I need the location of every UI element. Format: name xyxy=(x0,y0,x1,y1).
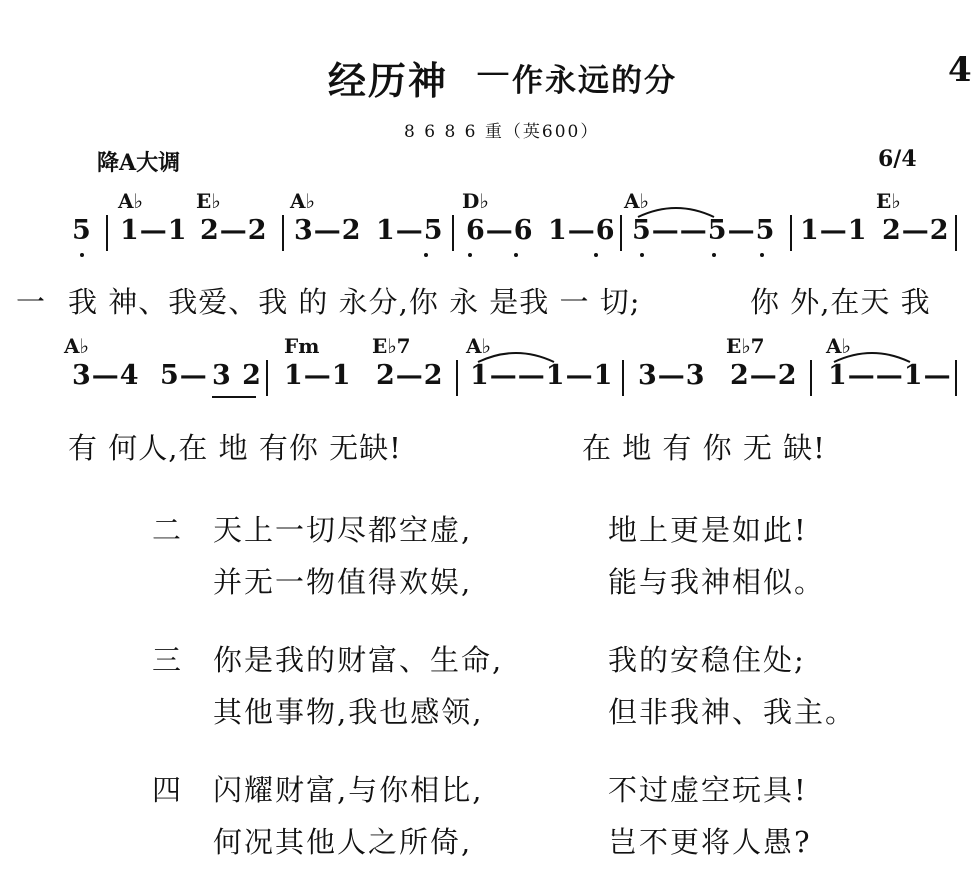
verse-text: 不过虚空玩具! xyxy=(608,773,808,807)
note-group: 3—2 xyxy=(294,215,362,246)
octave-dot xyxy=(640,253,644,257)
chord-symbol: E♭ xyxy=(196,189,221,213)
bar-line xyxy=(790,215,792,251)
chord-symbol: D♭ xyxy=(462,189,489,213)
verse-text: 地上更是如此! xyxy=(608,513,808,547)
hymn-subtitle: 作永远的分 xyxy=(512,63,677,99)
tie-arc xyxy=(636,201,716,221)
note-group: 2—2 xyxy=(376,360,444,391)
note-group: 2—2 xyxy=(882,215,950,246)
verse-text: 天上一切尽都空虚, xyxy=(213,513,473,547)
chord-symbol: A♭ xyxy=(466,334,491,358)
tie-arc xyxy=(832,346,912,366)
lyric-line: 我 神、我爱、我 的 永分,你 永 是我 一 切; xyxy=(68,285,641,319)
title-separator: — xyxy=(476,52,510,92)
chord-symbol: A♭ xyxy=(826,334,851,358)
verse-text: 但非我神、我主。 xyxy=(608,695,857,729)
bar-line xyxy=(106,215,108,251)
note-group: 1——1— xyxy=(828,360,952,391)
time-signature: 6/4 xyxy=(878,146,917,172)
note-group: 1—1 xyxy=(120,215,188,246)
verse-text: 能与我神相似。 xyxy=(608,565,826,599)
note-group: 5— xyxy=(160,360,208,391)
verse-text: 闪耀财富,与你相比, xyxy=(213,773,484,807)
chord-symbol: E♭7 xyxy=(372,334,411,358)
lyric-line: 在 地 有 你 无 缺! xyxy=(582,431,826,465)
verse-text: 并无一物值得欢娱, xyxy=(213,565,473,599)
bar-line xyxy=(620,215,622,251)
note-group: 3—4 xyxy=(72,360,140,391)
note-group: 2—2 xyxy=(730,360,798,391)
chord-symbol: Fm xyxy=(284,334,320,358)
bar-line xyxy=(266,360,268,396)
note-group: 3 2 xyxy=(212,360,262,391)
chord-symbol: E♭ xyxy=(876,189,901,213)
octave-dot xyxy=(424,253,428,257)
bar-line xyxy=(452,215,454,251)
meter-info: 8 6 8 6 重（英600） xyxy=(404,122,600,142)
key-signature: 降A大调 xyxy=(97,150,181,176)
bar-line xyxy=(622,360,624,396)
tie-arc xyxy=(476,346,556,366)
chord-symbol: E♭7 xyxy=(726,334,765,358)
verse-text: 我的安稳住处; xyxy=(608,643,806,677)
lyric-line: 有 何人,在 地 有你 无缺! xyxy=(68,431,402,465)
note-group: 6—6 xyxy=(466,215,534,246)
chord-symbol: A♭ xyxy=(624,189,649,213)
note-group: 1—1 xyxy=(284,360,352,391)
octave-dot xyxy=(468,253,472,257)
note-group: 1——1—1 xyxy=(470,360,614,391)
bar-line xyxy=(955,215,957,251)
hymn-title: 经历神 xyxy=(328,59,449,103)
verse-number: 一 xyxy=(16,285,46,319)
chord-symbol: A♭ xyxy=(64,334,89,358)
verse-number: 二 xyxy=(152,513,182,547)
octave-dot xyxy=(594,253,598,257)
octave-dot xyxy=(760,253,764,257)
note-group: 1—5 xyxy=(376,215,444,246)
beam-underline xyxy=(212,396,256,398)
lyric-line: 你 外,在天 我 xyxy=(750,285,931,319)
staff-line-1 xyxy=(0,185,961,265)
verse-number: 四 xyxy=(152,773,182,807)
note-group: 1—1 xyxy=(800,215,868,246)
chord-symbol: A♭ xyxy=(118,189,143,213)
verse-text: 你是我的财富、生命, xyxy=(213,643,504,677)
hymn-number-fragment: 4 xyxy=(948,50,972,90)
note-group: 5 xyxy=(72,215,92,246)
staff-line-2 xyxy=(0,330,961,410)
note-group: 1—6 xyxy=(548,215,616,246)
verse-number: 三 xyxy=(152,643,182,677)
verse-text: 岂不更将人愚? xyxy=(608,825,812,859)
octave-dot xyxy=(514,253,518,257)
verse-text: 何况其他人之所倚, xyxy=(213,825,473,859)
bar-line xyxy=(282,215,284,251)
bar-line xyxy=(456,360,458,396)
octave-dot xyxy=(712,253,716,257)
note-group: 2—2 xyxy=(200,215,268,246)
note-group: 3—3 xyxy=(638,360,706,391)
verse-text: 其他事物,我也感领, xyxy=(213,695,484,729)
bar-line xyxy=(810,360,812,396)
chord-symbol: A♭ xyxy=(290,189,315,213)
note-group: 5——5—5 xyxy=(632,215,776,246)
octave-dot xyxy=(80,253,84,257)
bar-line xyxy=(955,360,957,396)
